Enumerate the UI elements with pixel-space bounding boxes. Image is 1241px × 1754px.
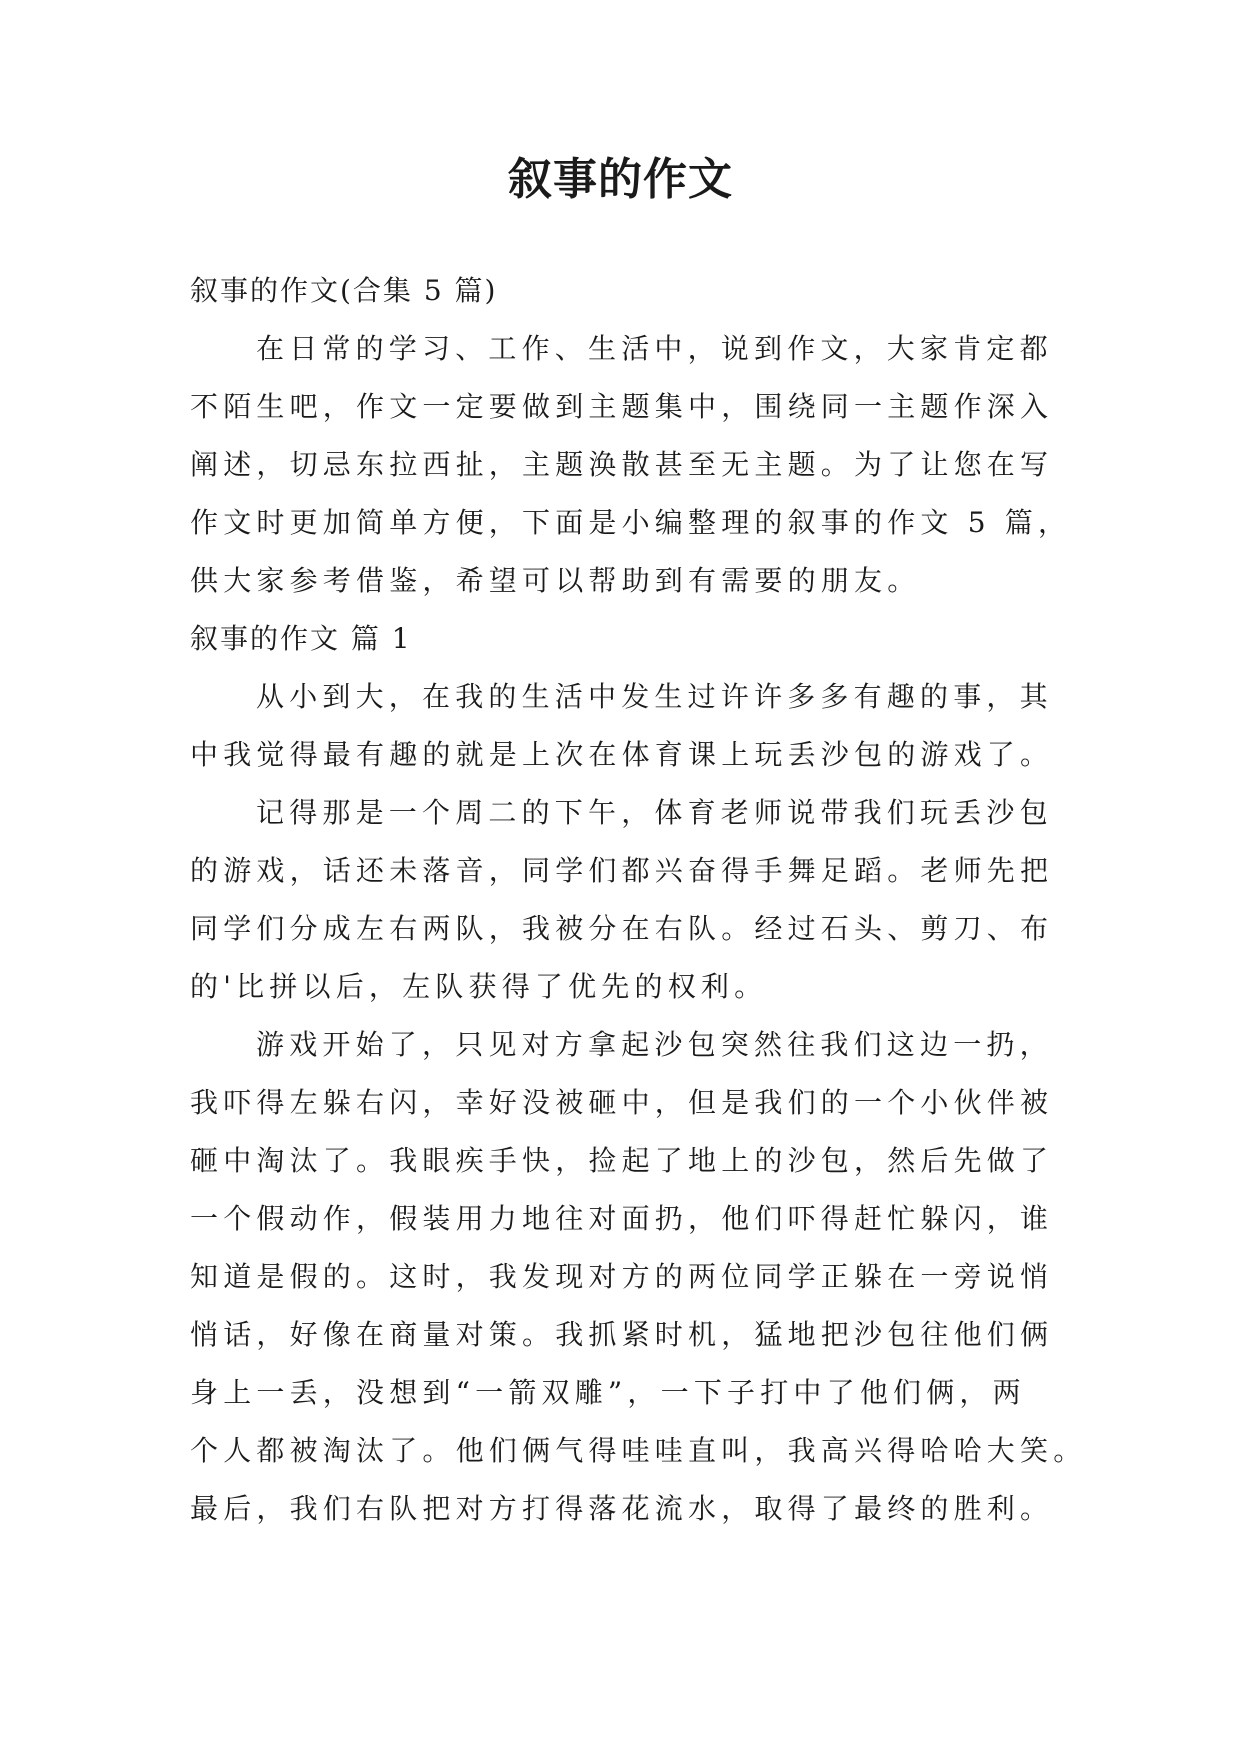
paragraph-line: 的'比拼以后，左队获得了优先的权利。 — [190, 970, 768, 1003]
paragraph-line: 一个假动作，假装用力地往对面扔，他们吓得赶忙躲闪，谁 — [190, 1202, 1054, 1235]
paragraph-line: 我吓得左躲右闪，幸好没被砸中，但是我们的一个小伙伴被 — [190, 1086, 1054, 1119]
paragraph-line: 最后，我们右队把对方打得落花流水，取得了最终的胜利。 — [190, 1492, 1054, 1525]
document-title: 叙事的作文 — [508, 154, 733, 205]
paragraph-line: 不陌生吧，作文一定要做到主题集中，围绕同一主题作深入 — [190, 390, 1054, 423]
paragraph-line: 悄话，好像在商量对策。我抓紧时机，猛地把沙包往他们俩 — [190, 1318, 1054, 1351]
paragraph-line: 同学们分成左右两队，我被分在右队。经过石头、剪刀、布 — [190, 912, 1054, 945]
paragraph-line: 作文时更加简单方便，下面是小编整理的叙事的作文 5 篇， — [190, 506, 1072, 539]
paragraph-line: 在日常的学习、工作、生活中，说到作文，大家肯定都 — [256, 332, 1053, 365]
paragraph-line: 阐述，切忌东拉西扯，主题涣散甚至无主题。为了让您在写 — [190, 448, 1054, 481]
paragraph-line: 身上一丢，没想到“一箭双雕”，一下子打中了他们俩，两 — [190, 1376, 1026, 1409]
paragraph-line: 记得那是一个周二的下午，体育老师说带我们玩丢沙包 — [256, 796, 1053, 829]
paragraph-line: 个人都被淘汰了。他们俩气得哇哇直叫，我高兴得哈哈大笑。 — [190, 1434, 1087, 1467]
paragraph-line: 供大家参考借鉴，希望可以帮助到有需要的朋友。 — [190, 564, 921, 597]
paragraph-line: 知道是假的。这时，我发现对方的两位同学正躲在一旁说悄 — [190, 1260, 1054, 1293]
document-body — [190, 262, 1087, 1538]
paragraph-line: 的游戏，话还未落音，同学们都兴奋得手舞足蹈。老师先把 — [190, 854, 1054, 887]
section-heading: 叙事的作文 篇 1 — [190, 622, 412, 655]
paragraph-line: 砸中淘汰了。我眼疾手快，捡起了地上的沙包，然后先做了 — [190, 1144, 1054, 1177]
paragraph-line: 中我觉得最有趣的就是上次在体育课上玩丢沙包的游戏了。 — [190, 738, 1054, 771]
collection-heading: 叙事的作文(合集 5 篇) — [190, 274, 498, 307]
paragraph-line: 从小到大，在我的生活中发生过许许多多有趣的事，其 — [256, 680, 1053, 713]
paragraph-line: 游戏开始了，只见对方拿起沙包突然往我们这边一扔， — [256, 1028, 1053, 1061]
